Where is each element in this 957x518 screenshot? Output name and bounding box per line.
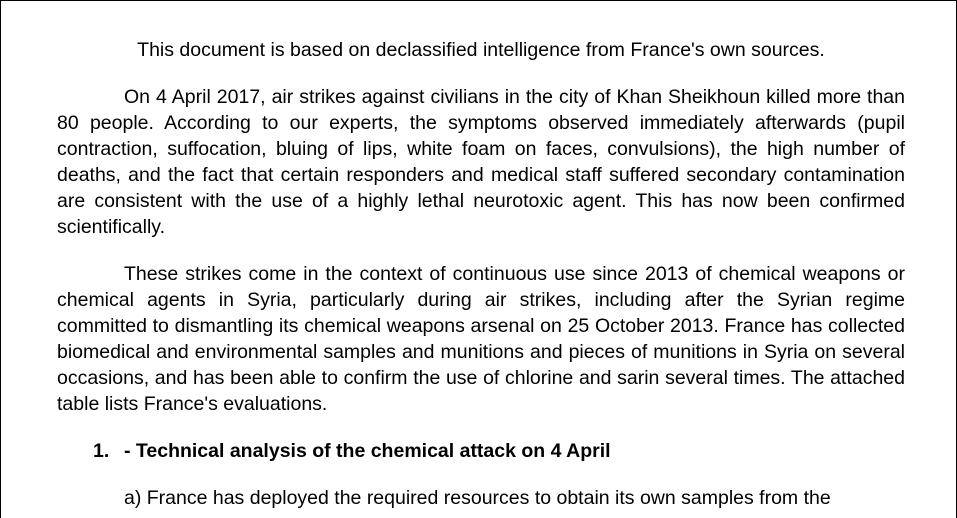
section-heading <box>57 438 905 464</box>
section-number: 1. <box>93 440 110 462</box>
section-title: - Technical analysis of the chemical attack on 4 April <box>124 440 611 462</box>
intro-paragraph: This document is based on declassified intelligence from France's own sources. <box>137 39 825 61</box>
document-body <box>57 37 905 511</box>
paragraph-samples: a) France has deployed the required resources to obtain its own samples from the <box>124 487 831 509</box>
paragraph-context: These strikes come in the context of continuous use since 2013 of chemical weapons or chemical agents in Syria, particularly during air strikes, including after the Syrian regime committed to dismantling its chemical weapons arsenal on 25 October 2013. France has collected biomedical and environmental samples and munitions and pieces of munitions in Syria on several occasions, and has been able to confirm the use of chlorine and sarin several times. The attached table lists France's evaluations. <box>57 263 905 415</box>
paragraph-khan-sheikhoun: On 4 April 2017, air strikes against civilians in the city of Khan Sheikhoun killed more than 80 people. According to our experts, the symptoms observed immediately afterwards (pupil contraction, suffocation, bluing of lips, white foam on faces, convulsions), the high number of deaths, and the fact that certain responders and medical staff suffered secondary contamination are consistent with the use of a highly lethal neurotoxic agent. This has now been confirmed scientifically. <box>57 86 905 238</box>
